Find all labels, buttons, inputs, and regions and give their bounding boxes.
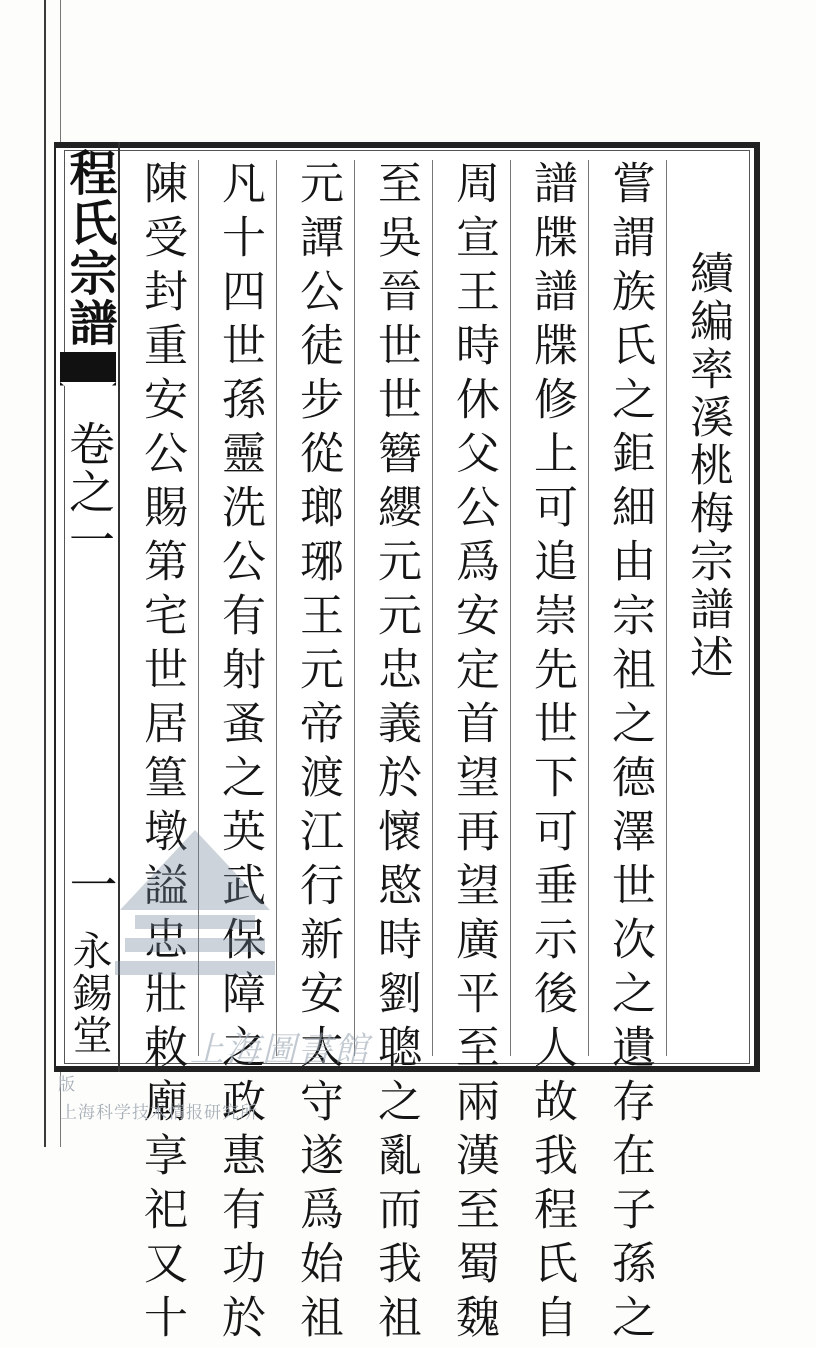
column-rule [432, 160, 433, 1056]
institute-footer: 上海科学技术情报研究所 [60, 1103, 258, 1123]
banxin-volume: 卷之一 [62, 420, 116, 564]
column-rule [510, 160, 511, 1056]
preface-title: 續編率溪桃梅宗譜述 [682, 250, 733, 682]
banxin-hall-name: 永錫堂 [66, 930, 112, 1056]
banxin-page-number: 一 [61, 860, 117, 910]
text-column: 陳受封重安公賜第宅世居篁墩謚忠壯敕廟享祀又十 [136, 160, 187, 1348]
text-column: 周宣王時休父公爲安定首望再望廣平至兩漢至蜀魏 [448, 160, 499, 1348]
text-column: 至吳晉世世簪纓元元忠義於懷愍時劉聰之亂而我祖 [370, 160, 421, 1348]
watermark-side-label: 版 [58, 1075, 75, 1095]
column-rule [354, 160, 355, 1056]
column-rule [666, 160, 667, 1056]
library-watermark-text: 上海圖書館 [190, 1030, 370, 1070]
text-column: 譜牒譜牒修上可追崇先世下可垂示後人故我程氏自 [526, 160, 577, 1348]
text-column: 凡十四世孫靈洗公有射蚤之英武保障之政惠有功於 [214, 160, 265, 1348]
library-watermark-icon [110, 820, 280, 1000]
spine-line [44, 0, 46, 1147]
banxin-title: 程氏宗譜 [61, 148, 117, 348]
fishtail-mark [60, 352, 116, 408]
text-column: 嘗謂族氏之鉅細由宗祖之德澤世次之遺存在子孫之 [604, 160, 655, 1348]
text-column: 元譚公徒步從瑯琊王元帝渡江行新安太守遂爲始祖 [292, 160, 343, 1348]
column-rule [588, 160, 589, 1056]
